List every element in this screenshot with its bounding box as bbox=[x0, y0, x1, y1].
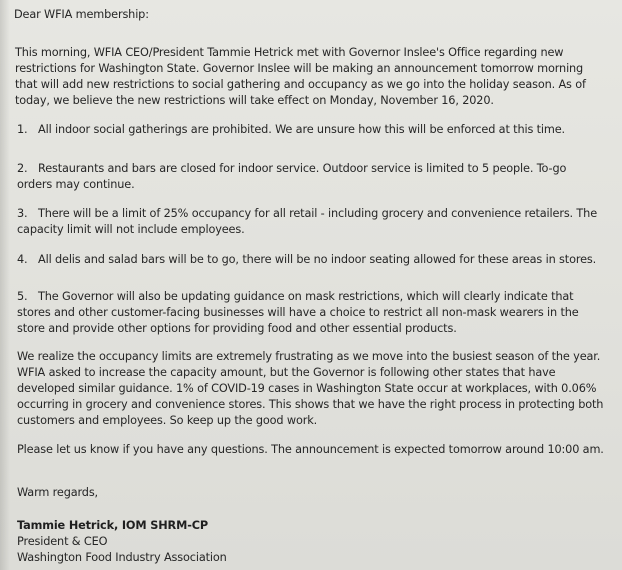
intro-line: today, we believe the new restrictions will take effect on Monday, November 16, 2020. bbox=[15, 94, 494, 107]
closing-line: WFIA asked to increase the capacity amount, but the Governor is following other states that have bbox=[17, 366, 556, 379]
signature-name: Tammie Hetrick, IOM SHRM-CP bbox=[17, 519, 208, 532]
list-item-number: 4. bbox=[17, 253, 28, 266]
list-item-text: stores and other customer-facing businesses will have a choice to restrict all non-mask wearers in the bbox=[17, 306, 579, 319]
list-item-number: 1. bbox=[17, 123, 28, 136]
list-item-text: All delis and salad bars will be to go, there will be no indoor seating allowed for these areas in stores. bbox=[38, 253, 597, 266]
sign-off: Warm regards, bbox=[17, 486, 98, 499]
page-shadow bbox=[0, 0, 10, 570]
intro-line: This morning, WFIA CEO/President Tammie Hetrick met with Governor Inslee's Office regarding new bbox=[15, 46, 564, 59]
closing-line: customers and employees. So keep up the good work. bbox=[17, 414, 318, 427]
salutation: Dear WFIA membership: bbox=[14, 8, 149, 21]
closing-line: developed similar guidance. 1% of COVID-19 cases in Washington State occur at workplaces, with 0.06% bbox=[17, 382, 597, 395]
intro-line: that will add new restrictions to social gathering and occupancy as we go into the holiday season. As of bbox=[15, 78, 586, 91]
list-item-text: Restaurants and bars are closed for indoor service. Outdoor service is limited to 5 people. To-go bbox=[38, 162, 567, 175]
list-item-number: 3. bbox=[17, 207, 28, 220]
list-item-number: 2. bbox=[17, 162, 28, 175]
closing-line: We realize the occupancy limits are extremely frustrating as we move into the busiest season of the year. bbox=[17, 350, 601, 363]
list-item-text: There will be a limit of 25% occupancy for all retail - including grocery and convenience retailers. The bbox=[38, 207, 597, 220]
signature-title: President & CEO bbox=[17, 535, 108, 548]
closing-line: occurring in grocery and convenience stores. This shows that we have the right process in protecting both bbox=[17, 398, 604, 411]
questions-line: Please let us know if you have any questions. The announcement is expected tomorrow around 10:00 am. bbox=[17, 443, 604, 456]
intro-line: restrictions for Washington State. Governor Inslee will be making an announcement tomorrow morning bbox=[15, 62, 584, 75]
list-item-text: All indoor social gatherings are prohibited. We are unsure how this will be enforced at this time. bbox=[38, 123, 565, 136]
list-item-number: 5. bbox=[17, 290, 28, 303]
list-item-text: The Governor will also be updating guidance on mask restrictions, which will clearly indicate that bbox=[38, 290, 574, 303]
list-item-text: store and provide other options for providing food and other essential products. bbox=[17, 322, 457, 335]
list-item-text: orders may continue. bbox=[17, 178, 135, 191]
signature-organization: Washington Food Industry Association bbox=[17, 551, 227, 564]
list-item-text: capacity limit will not include employees. bbox=[17, 223, 245, 236]
